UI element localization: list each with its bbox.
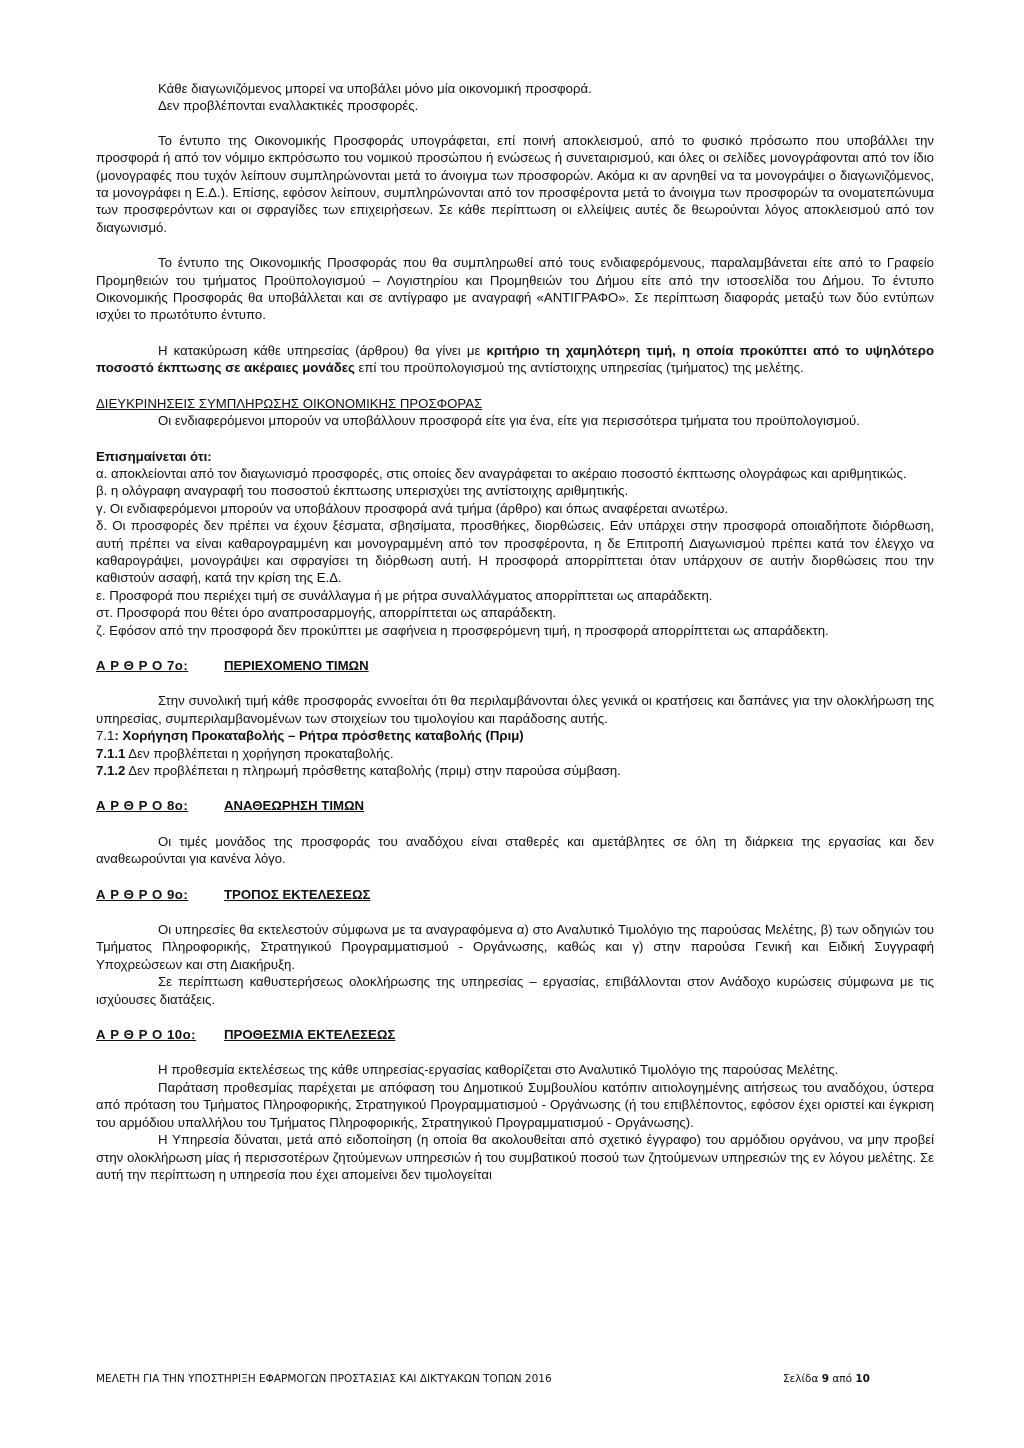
footer-current-page: 9 xyxy=(821,1373,830,1385)
clarifications-text: Οι ενδιαφερόμενοι μπορούν να υποβάλλουν προσφορά είτε για ένα, είτε για περισσότερα τμήματα του προϋπολογισμού. xyxy=(158,413,860,429)
article-9-paragraph-1: Οι υπηρεσίες θα εκτελεστούν σύμφωνα με τα αναγραφόμενα α) στο Αναλυτικό Τιμολόγιο της παρούσας Μελέτης, β) των οδηγιών του Τμήματος Πληροφορικής, Στρατηγικού Προγραμματισμού - Οργάνωσης, καθώς και γ) στην παρούσα Γενική και Ειδική Συγγραφή Υποχρεώσεων και στη Διακήρυξη. xyxy=(96,922,934,972)
article-10-title: ΠΡΟΘΕΣΜΙΑ ΕΚΤΕΛΕΣΕΩΣ xyxy=(224,1027,396,1043)
article-10-heading xyxy=(96,1026,934,1043)
section-7-1-2-text: Δεν προβλέπεται η πληρωμή πρόσθετης καταβολής (πριμ) στην παρούσα σύμβαση. xyxy=(125,763,621,778)
document-body xyxy=(96,80,934,1183)
article-8-text: Οι τιμές μονάδος της προσφοράς του αναδόχου είναι σταθερές και αμετάβλητες σε όλη τη διάρκεια της εργασίας και δεν αναθεωρούνται για κανένα λόγο. xyxy=(96,833,934,867)
article-9-heading xyxy=(96,886,934,903)
section-7-1-2-num: 7.1.2 xyxy=(96,763,126,778)
intro-line-1: Κάθε διαγωνιζόμενος μπορεί να υποβάλει μόνο μία οικονομική προσφορά. xyxy=(158,81,592,96)
form-paragraph: Το έντυπο της Οικονομικής Προσφοράς που θα συμπληρωθεί από τους ενδιαφερόμενους, παραλαμβάνεται είτε από το Γραφείο Προμηθειών του τμήματος Προϋπολογισμού – Λογιστηρίου και Προμηθειών του Δήμου είτε από την ιστοσελίδα του Δήμου. Το έντυπο Οικονομικής Προσφοράς θα υποβάλλεται και σε αντίγραφο με αναγραφή «ΑΝΤΙΓΡΑΦΟ». Σε περίπτωση διαφοράς μεταξύ των δύο εντύπων ισχύει το πρωτότυπο έντυπο. xyxy=(96,255,934,323)
article-7-title: ΠΕΡΙΕΧΟΜΕΝΟ ΤΙΜΩΝ xyxy=(224,657,369,673)
note-b: β. η ολόγραφη αναγραφή του ποσοστού έκπτωσης υπερισχύει της αντίστοιχης αριθμητικής. xyxy=(96,483,629,499)
article-7-heading xyxy=(96,657,934,674)
section-7-1-2 xyxy=(96,762,934,779)
article-9-label: Α Ρ Θ Ρ Ο 9ο: xyxy=(96,886,189,902)
section-7-1-num: 7.1 xyxy=(96,728,115,744)
clarifications-heading: ΔΙΕΥΚΡΙΝΗΣΕΙΣ ΣΥΜΠΛΗΡΩΣΗΣ ΟΙΚΟΝΟΜΙΚΗΣ ΠΡΟΣΦΟΡΑΣ xyxy=(96,395,483,411)
note-z: ζ. Εφόσον από την προσφορά δεν προκύπτει με σαφήνεια η προσφερόμενη τιμή, η προσφορά απορρίπτεται ως απαράδεκτη. xyxy=(96,622,829,638)
award-paragraph xyxy=(96,342,934,377)
section-7-1-1-num: 7.1.1 xyxy=(96,745,126,761)
article-7-text: Στην συνολική τιμή κάθε προσφοράς εννοείται ότι θα περιλαμβάνονται όλες γενικά οι κρατήσεις και δαπάνες για την ολοκλήρωση της υπηρεσίας, συμπεριλαμβανομένων των στοιχείων του τιμολογίου και παράδοσης αυτής. xyxy=(96,693,934,726)
footer-page-prefix: Σελίδα xyxy=(782,1373,822,1385)
award-criterion: κριτήριο τη χαμηλότερη τιμή, η οποία προκύπτει από το υψηλότερο ποσοστό έκπτωσης σε ακέραιες μονάδες xyxy=(96,342,934,376)
note-c: γ. Οι ενδιαφερόμενοι μπορούν να υποβάλουν προσφορά ανά τμήμα (άρθρο) και όπως αναφέρεται ανωτέρω. xyxy=(96,500,729,516)
note-a: α. αποκλείονται από τον διαγωνισμό προσφορές, στις οποίες δεν αναγράφεται το ακέραιο ποσοστό έκπτωσης ολογράφως και αριθμητικώς. xyxy=(96,465,907,481)
note-st: στ. Προσφορά που θέτει όρο αναπροσαρμογής, απορρίπτεται ως απαράδεκτη. xyxy=(96,605,557,621)
signature-paragraph: Το έντυπο της Οικονομικής Προσφοράς υπογράφεται, επί ποινή αποκλεισμού, από το φυσικό πρόσωπο που υποβάλλει την προσφορά ή από τον νόμιμο εκπρόσωπο του νομικού προσώπου ή ενώσεως ή συνεταιρισμού, και όλες οι σελίδες μονογράφονται από τον ίδιο (μονογραφές που τυχόν λείπουν συμπληρώνονται μετά το άνοιγμα των προσφορών. Ακόμα κι αν αρνηθεί να τα μονογράψει ο διαγωνιζόμενος, τα μονογράφει η Ε.Δ.). Επίσης, εφόσον λείπουν, συμπληρώνονται από τον προσφέροντα μετά το άνοιγμα των προσφορών τα ονοματεπώνυμα των προσφερόντων και οι σφραγίδες των επιχειρήσεων. Σε κάθε περίπτωση οι ελλείψεις αυτές δε θεωρούνται λόγος αποκλεισμού από τον διαγωνισμό. xyxy=(96,132,934,235)
section-7-1-1 xyxy=(96,745,934,762)
note-e: ε. Προσφορά που περιέχει τιμή σε συνάλλαγμα ή με ρήτρα συναλλάγματος απορρίπτεται ως απαράδεκτη. xyxy=(96,587,713,603)
footer-page-mid: από xyxy=(829,1373,856,1385)
article-8-title: ΑΝΑΘΕΩΡΗΣΗ ΤΙΜΩΝ xyxy=(224,798,365,814)
article-8-label: Α Ρ Θ Ρ Ο 8ο: xyxy=(96,798,189,814)
article-7-label: Α Ρ Θ Ρ Ο 7ο: xyxy=(96,657,189,673)
notes-heading: Επισημαίνεται ότι: xyxy=(96,448,212,464)
article-8-heading xyxy=(96,797,934,814)
article-10-label: Α Ρ Θ Ρ Ο 10ο: xyxy=(96,1027,197,1043)
article-10-paragraph-1: Η προθεσμία εκτελέσεως της κάθε υπηρεσίας-εργασίας καθορίζεται στο Αναλυτικό Τιμολόγιο της παρούσας Μελέτης. xyxy=(158,1062,839,1078)
note-d: δ. Οι προσφορές δεν πρέπει να έχουν ξέσματα, σβησίματα, προσθήκες, διορθώσεις. Εάν υπάρχει στην προσφορά οποιαδήποτε διόρθωση, αυτή πρέπει να είναι καθαρογραμμένη και μονογραμμένη από τον προσφέροντα, η δε Επιτροπή Διαγωνισμού πρέπει κατά τον έλεγχο να καθαρογράψει, μονογράψει και σφραγίσει τη διόρθωση αυτή. Η προσφορά απορρίπτεται όταν υπάρχουν σε αυτήν διορθώσεις που την καθιστούν ασαφή, κατά την κρίση της Ε.Δ. xyxy=(96,518,934,586)
article-9-title: ΤΡΟΠΟΣ ΕΚΤΕΛΕΣΕΩΣ xyxy=(224,886,371,902)
award-post: επί του προϋπολογισμού της αντίστοιχης υπηρεσίας (τμήματος) της μελέτης. xyxy=(354,360,804,376)
article-9-paragraph-2: Σε περίπτωση καθυστερήσεως ολοκλήρωσης της υπηρεσίας – εργασίας, επιβάλλονται στον Ανάδοχο κυρώσεις σύμφωνα με τις ισχύουσες διατάξεις. xyxy=(96,974,934,1007)
award-pre: Η κατακύρωση κάθε υπηρεσίας (άρθρου) θα γίνει με xyxy=(158,342,487,358)
footer-page-number xyxy=(783,1373,870,1385)
intro-line-2: Δεν προβλέπονται εναλλακτικές προσφορές. xyxy=(158,98,419,114)
footer-document-title: ΜΕΛΕΤΗ ΓΙΑ ΤΗΝ ΥΠΟΣΤΗΡΙΞΗ ΕΦΑΡΜΟΓΩΝ ΠΡΟΣΤΑΣΙΑΣ ΚΑΙ ΔΙΚΤΥΑΚΩΝ ΤΟΠΩΝ 2016 xyxy=(96,1373,552,1385)
article-10-paragraph-2: Παράταση προθεσμίας παρέχεται με απόφαση του Δημοτικού Συμβουλίου κατόπιν αιτιολογημένης αιτήσεως του αναδόχου, ύστερα από πρόταση του Τμήματος Πληροφορικής, Στρατηγικού Προγραμματισμού - Οργάνωσης (ή του επιβλέποντος, εφόσον έχει οριστεί και έγκριση του αρμόδιου υπαλλήλου του Τμήματος Πληροφορικής, Στρατηγικού Προγραμματισμού - Οργάνωσης). xyxy=(96,1079,934,1130)
section-7-1 xyxy=(96,727,934,744)
section-7-1-1-text: Δεν προβλέπεται η χορήγηση προκαταβολής. xyxy=(125,745,394,761)
page-footer xyxy=(96,1373,870,1385)
section-7-1-title: : Χορήγηση Προκαταβολής – Ρήτρα πρόσθετης καταβολής (Πριμ) xyxy=(114,728,524,744)
footer-total-pages: 10 xyxy=(855,1373,870,1385)
article-10-paragraph-3: Η Υπηρεσία δύναται, μετά από ειδοποίηση (η οποία θα ακολουθείται από σχετικό έγγραφο) του αρμόδιου οργάνου, να μην προβεί στην ολοκλήρωση μίας ή περισσοτέρων ζητούμενων υπηρεσιών ή του συμβατικού ποσού των ζητούμενων υπηρεσιών της εν λόγου μελέτης. Σε αυτή την περίπτωση η υπηρεσία που έχει απομείνει δεν τιμολογείται xyxy=(96,1132,934,1182)
